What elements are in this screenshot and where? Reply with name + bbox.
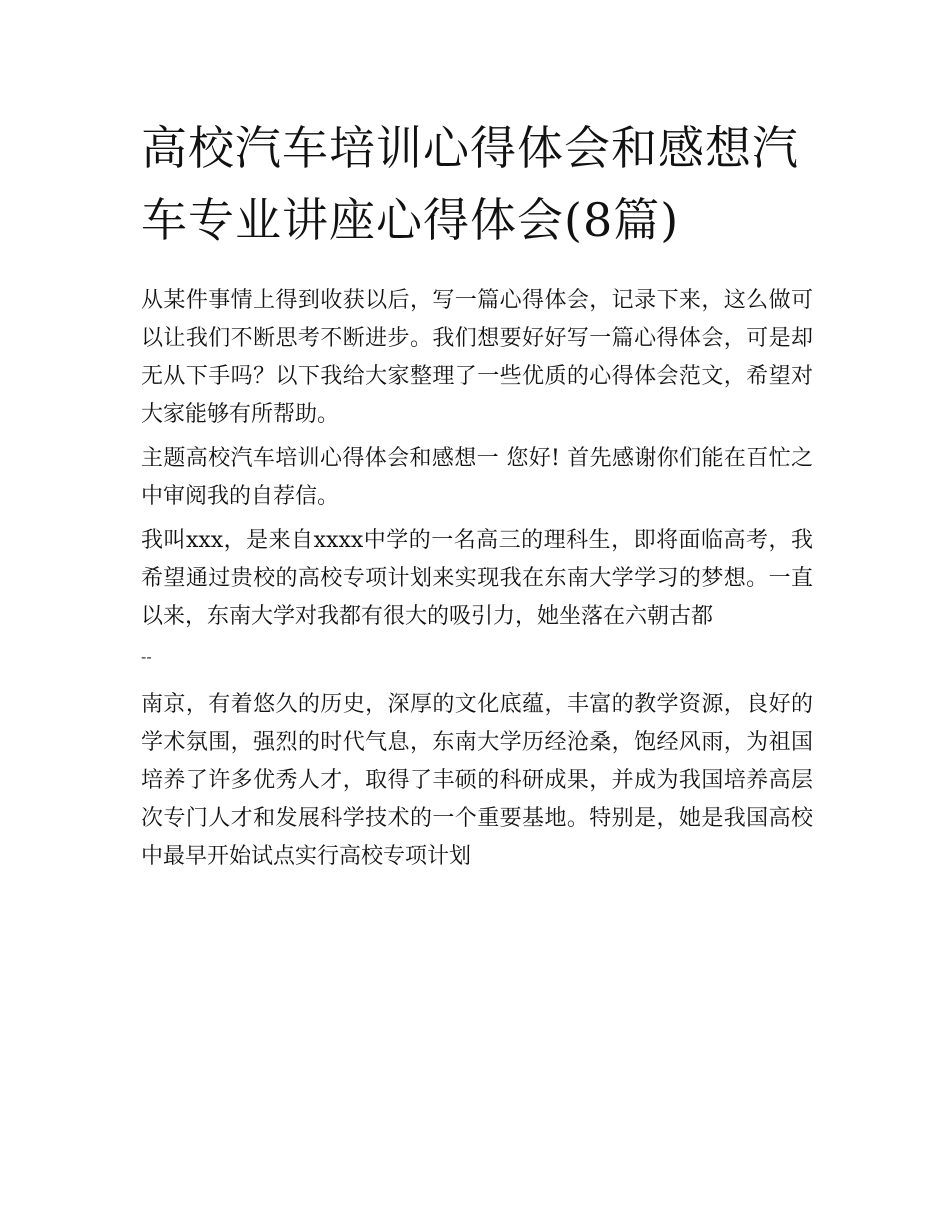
document-title: 高校汽车培训心得体会和感想汽车专业讲座心得体会(8篇): [141, 121, 799, 247]
document-body: [141, 282, 813, 876]
greeting-paragraph: 主题高校汽车培训心得体会和感想一 您好! 首先感谢你们能在百忙之中审阅我的自荐信。: [141, 446, 813, 509]
document-page: [141, 112, 813, 876]
page-separator: --: [141, 647, 152, 666]
self-intro-paragraph: 我叫xxx，是来自xxxx中学的一名高三的理科生，即将面临高考，我希望通过贵校的高校专项计划来实现我在东南大学学习的梦想。一直以来，东南大学对我都有很大的吸引力，她坐落在六朝古都: [141, 528, 813, 629]
intro-paragraph: 从某件事情上得到收获以后，写一篇心得体会，记录下来，这么做可以让我们不断思考不断进步。我们想要好好写一篇心得体会，可是却无从下手吗？以下我给大家整理了一些优质的心得体会范文，希望对大家能够有所帮助。: [141, 288, 813, 427]
continuation-paragraph: 南京，有着悠久的历史，深厚的文化底蕴，丰富的教学资源，良好的学术氛围，强烈的时代气息，东南大学历经沧桑，饱经风雨，为祖国培养了许多优秀人才，取得了丰硕的科研成果，并成为我国培养高层次专门人才和发展科学技术的一个重要基地。特别是，她是我国高校中最早开始试点实行高校专项计划: [141, 692, 813, 869]
